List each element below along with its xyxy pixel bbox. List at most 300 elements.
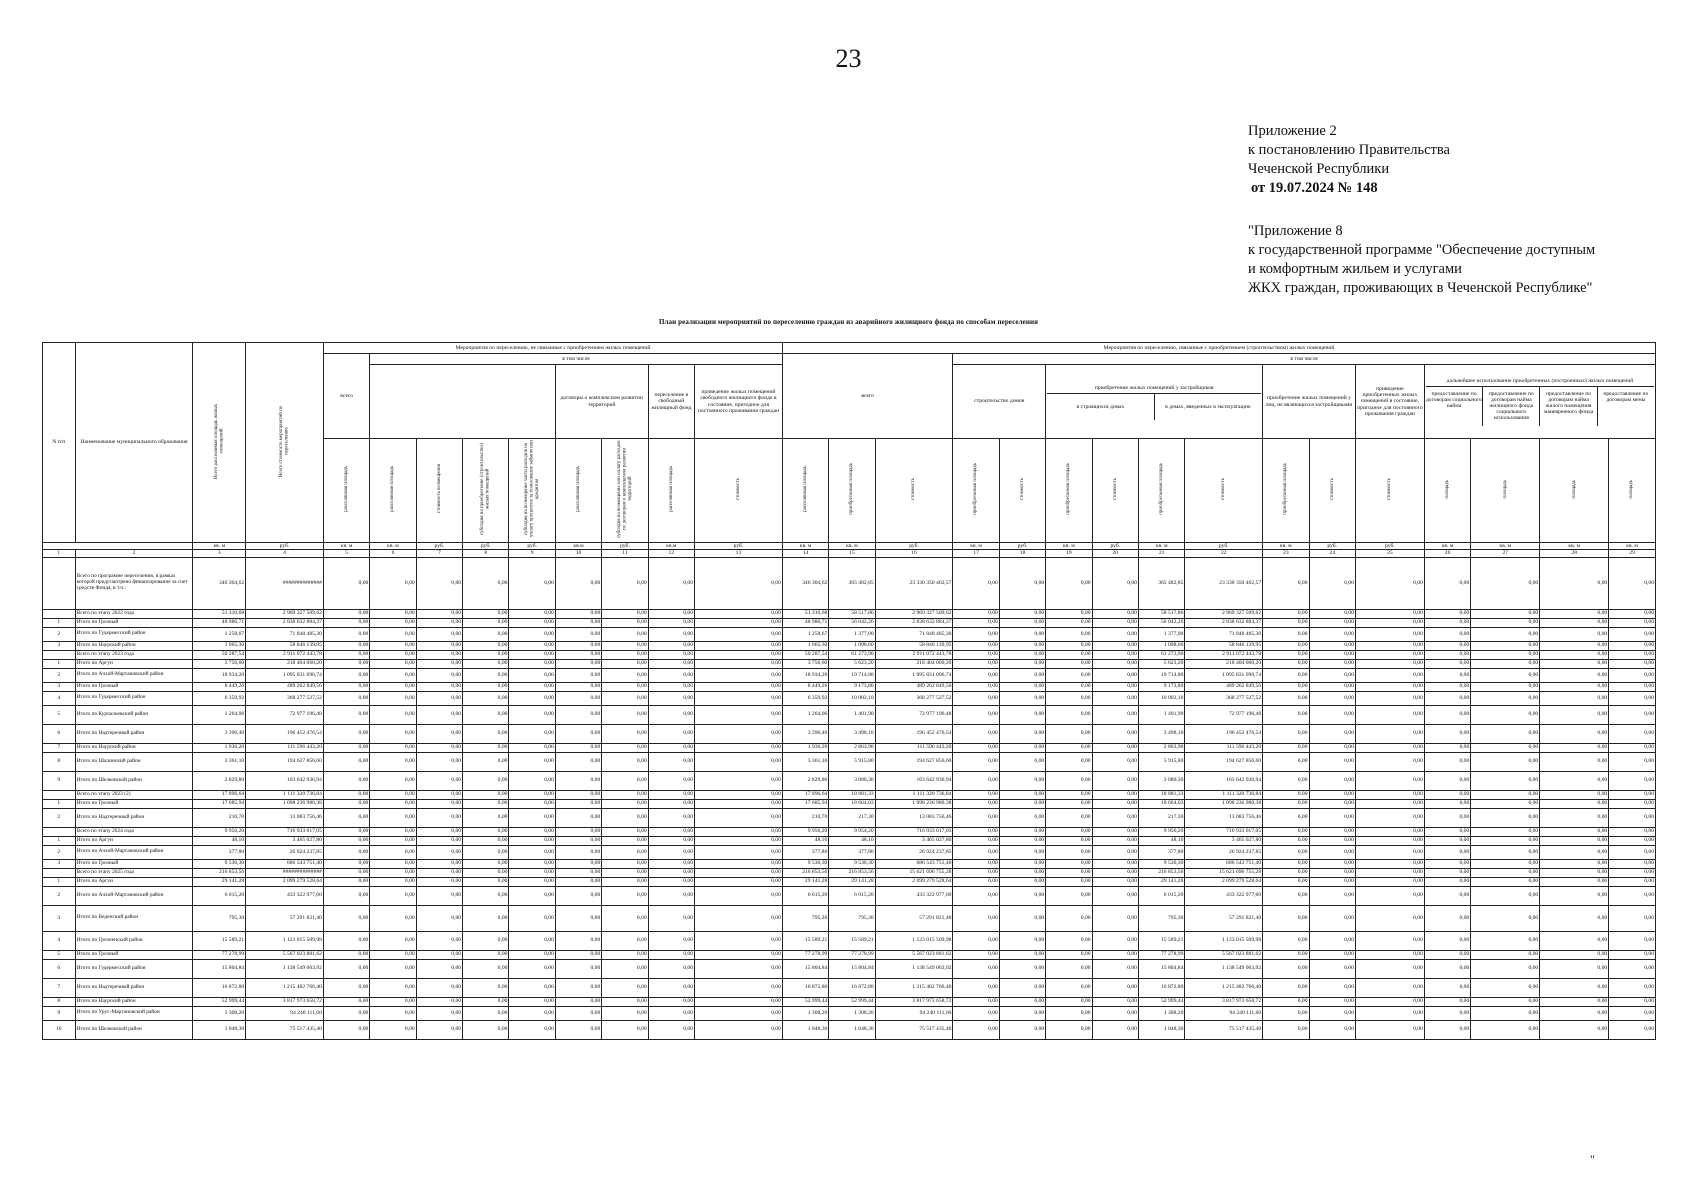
value-cell: 0,00 — [555, 905, 601, 931]
value-cell: 0,00 — [602, 618, 648, 627]
row-number — [43, 827, 76, 836]
value-cell: 0,00 — [1424, 790, 1470, 799]
value-cell: 0,00 — [370, 668, 416, 682]
value-cell: 0,00 — [416, 959, 462, 978]
column-number: 25 — [1355, 550, 1424, 558]
value-cell: 0,00 — [999, 886, 1045, 905]
value-cell: 18 664,03 — [829, 799, 875, 808]
value-cell: 0,00 — [1309, 691, 1355, 705]
value-cell: 0,00 — [1471, 959, 1540, 978]
value-cell: 77 278,99 — [1138, 950, 1184, 959]
value-cell: 0,00 — [695, 743, 783, 752]
value-cell: 0,00 — [1609, 845, 1656, 859]
value-cell: 0,00 — [953, 618, 999, 627]
value-cell: 0,00 — [509, 808, 555, 827]
value-cell: 194 627 856,60 — [875, 752, 953, 771]
value-cell: 1 065,30 — [193, 641, 246, 650]
value-cell: 0,00 — [1263, 650, 1309, 659]
value-cell: 5 567 023 881,62 — [246, 950, 324, 959]
value-cell: 0,00 — [1609, 827, 1656, 836]
value-cell: 216 853,56 — [782, 868, 828, 877]
value-cell: 0,00 — [1424, 931, 1470, 950]
row-number: 2 — [43, 845, 76, 859]
value-cell: 0,00 — [602, 845, 648, 859]
value-cell: 0,00 — [416, 859, 462, 868]
value-cell: 0,00 — [953, 641, 999, 650]
value-cell: 0,00 — [1092, 808, 1138, 827]
value-cell: 0,00 — [1046, 845, 1092, 859]
unit-cell: кв. м — [1263, 542, 1309, 550]
value-cell: 377,80 — [193, 845, 246, 859]
value-cell: 0,00 — [999, 790, 1045, 799]
value-cell: 0,00 — [555, 931, 601, 950]
value-cell: 0,00 — [1263, 845, 1309, 859]
value-cell: 52 999,44 — [782, 997, 828, 1006]
subheader-cell: приобретаемая площадь — [1263, 439, 1309, 543]
value-cell: 19 714,80 — [829, 668, 875, 682]
header-contracts: договоры о комплексном развитии территорий — [555, 365, 648, 439]
value-cell: 0,00 — [1540, 886, 1609, 905]
value-cell: 0,00 — [509, 868, 555, 877]
value-cell: 0,00 — [1046, 931, 1092, 950]
value-cell: 0,00 — [370, 931, 416, 950]
value-cell: 17 896,64 — [782, 790, 828, 799]
value-cell: 0,00 — [1355, 668, 1424, 682]
value-cell: 0,00 — [1355, 705, 1424, 724]
value-cell: 0,00 — [953, 868, 999, 877]
value-cell: 0,00 — [370, 752, 416, 771]
value-cell: 0,00 — [1309, 557, 1355, 609]
value-cell: 0,00 — [463, 743, 509, 752]
value-cell: 0,00 — [1309, 886, 1355, 905]
value-cell: 1 098 236 980,38 — [875, 799, 953, 808]
value-cell: 0,00 — [370, 627, 416, 641]
row-number: 1 — [43, 877, 76, 886]
table-row — [43, 845, 1656, 859]
value-cell: 0,00 — [416, 682, 462, 691]
municipality-name: Итого по Урус-Мартановский район — [75, 1006, 193, 1020]
value-cell: 0,00 — [602, 931, 648, 950]
value-cell: 377,80 — [1138, 845, 1184, 859]
value-cell: 0,00 — [1355, 1006, 1424, 1020]
value-cell: ############## — [246, 868, 324, 877]
value-cell: 0,00 — [1609, 650, 1656, 659]
table-row — [43, 743, 1656, 752]
value-cell: 716 933 017,05 — [246, 827, 324, 836]
municipality-name: Всего по этапу 2022 года — [75, 609, 193, 618]
value-cell: 0,00 — [1046, 997, 1092, 1006]
value-cell: 0,00 — [463, 557, 509, 609]
value-cell: 0,00 — [370, 886, 416, 905]
value-cell: 0,00 — [695, 650, 783, 659]
municipality-name: Итого по Наурский район — [75, 997, 193, 1006]
value-cell: 368 277 527,52 — [875, 691, 953, 705]
value-cell: 0,00 — [1355, 931, 1424, 950]
value-cell: 2 863,90 — [1138, 743, 1184, 752]
value-cell: 0,00 — [999, 743, 1045, 752]
row-number — [43, 650, 76, 659]
unit-cell: руб. — [999, 542, 1045, 550]
value-cell: 0,00 — [416, 997, 462, 1006]
value-cell: 0,00 — [555, 997, 601, 1006]
value-cell: 0,00 — [555, 799, 601, 808]
value-cell: 26 924 237,85 — [875, 845, 953, 859]
value-cell: 48 986,71 — [193, 618, 246, 627]
value-cell: 0,00 — [1046, 659, 1092, 668]
value-cell: 0,00 — [1540, 609, 1609, 618]
value-cell: 0,00 — [1471, 743, 1540, 752]
value-cell: 18 664,03 — [1138, 799, 1184, 808]
value-cell: 0,00 — [999, 859, 1045, 868]
municipality-name: Всего по этапу 2025 года — [75, 868, 193, 877]
value-cell: 0,00 — [1540, 659, 1609, 668]
value-cell: 0,00 — [1263, 859, 1309, 868]
value-cell: 0,00 — [555, 1020, 601, 1039]
row-number: 10 — [43, 1020, 76, 1039]
municipality-name: Итого по Грозный — [75, 682, 193, 691]
value-cell: 0,00 — [1609, 743, 1656, 752]
value-cell: 0,00 — [648, 557, 694, 609]
value-cell: 0,00 — [416, 705, 462, 724]
value-cell: 0,00 — [463, 668, 509, 682]
value-cell: 0,00 — [1309, 650, 1355, 659]
value-cell: 15 804,84 — [829, 959, 875, 978]
value-cell: 0,00 — [1092, 886, 1138, 905]
value-cell: 1 095 831 096,74 — [1185, 668, 1263, 682]
row-number: 7 — [43, 978, 76, 997]
value-cell: 0,00 — [509, 650, 555, 659]
value-cell: 0,00 — [1424, 627, 1470, 641]
value-cell: 0,00 — [416, 609, 462, 618]
value-cell: 0,00 — [1309, 827, 1355, 836]
value-cell: 0,00 — [648, 705, 694, 724]
value-cell: 0,00 — [323, 827, 369, 836]
value-cell: 0,00 — [1355, 743, 1424, 752]
value-cell: 0,00 — [953, 1020, 999, 1039]
value-cell: 0,00 — [1540, 743, 1609, 752]
column-number: 28 — [1540, 550, 1609, 558]
value-cell: 1 936,20 — [782, 743, 828, 752]
subheader-cell: площадь — [1471, 439, 1540, 543]
value-cell: 0,00 — [1046, 950, 1092, 959]
header-municipality: Наименование муниципального образования — [75, 343, 193, 543]
value-cell: 0,00 — [953, 845, 999, 859]
table-row — [43, 931, 1656, 950]
value-cell: 0,00 — [953, 905, 999, 931]
value-cell: 0,00 — [999, 691, 1045, 705]
value-cell: 0,00 — [1609, 877, 1656, 886]
subheader-cell: расселяемая площадь — [370, 439, 416, 543]
value-cell: 0,00 — [695, 827, 783, 836]
value-cell: 0,00 — [1540, 868, 1609, 877]
value-cell: 0,00 — [602, 997, 648, 1006]
column-number: 6 — [370, 550, 416, 558]
value-cell: 489 262 849,56 — [246, 682, 324, 691]
value-cell: 26 924 237,85 — [1185, 845, 1263, 859]
value-cell: 0,00 — [1609, 836, 1656, 845]
value-cell: 0,00 — [1309, 752, 1355, 771]
value-cell: 0,00 — [1092, 752, 1138, 771]
row-number: 2 — [43, 668, 76, 682]
value-cell: 0,00 — [1092, 859, 1138, 868]
value-cell: 0,00 — [1471, 691, 1540, 705]
value-cell: 0,00 — [648, 724, 694, 743]
value-cell: 0,00 — [1609, 799, 1656, 808]
value-cell: 0,00 — [648, 959, 694, 978]
row-number — [43, 868, 76, 877]
subheader-cell: площадь — [1609, 439, 1656, 543]
value-cell: 8 449,26 — [193, 682, 246, 691]
municipality-name: Итого по Шалинский район — [75, 752, 193, 771]
table-row — [43, 1006, 1656, 1020]
value-cell: 5 623,20 — [829, 659, 875, 668]
value-cell: 210,70 — [193, 808, 246, 827]
value-cell: 0,00 — [463, 905, 509, 931]
column-number: 10 — [555, 550, 601, 558]
value-cell: 0,00 — [1355, 1020, 1424, 1039]
value-cell: 0,00 — [555, 743, 601, 752]
value-cell: 0,00 — [463, 790, 509, 799]
value-cell: 0,00 — [323, 845, 369, 859]
value-cell: 0,00 — [509, 799, 555, 808]
value-cell: 1 095 831 096,74 — [246, 668, 324, 682]
value-cell: 1 308,20 — [782, 1006, 828, 1020]
value-cell: 0,00 — [953, 950, 999, 959]
value-cell: 61 273,90 — [829, 650, 875, 659]
value-cell: 29 141,28 — [1138, 877, 1184, 886]
unit-cell: кв. м — [782, 542, 828, 550]
value-cell: 0,00 — [953, 799, 999, 808]
value-cell: 111 596 443,20 — [875, 743, 953, 752]
value-cell: 94 240 111,60 — [875, 1006, 953, 1020]
unit-cell: руб. — [1309, 542, 1355, 550]
value-cell: 3 465 027,80 — [246, 836, 324, 845]
value-cell: 0,00 — [370, 682, 416, 691]
value-cell: 0,00 — [695, 618, 783, 627]
value-cell: 18 934,20 — [193, 668, 246, 682]
value-cell: 0,00 — [1424, 650, 1470, 659]
value-cell: 0,00 — [1355, 959, 1424, 978]
value-cell: 0,00 — [416, 799, 462, 808]
subheader-cell: расселяемая площадь — [782, 439, 828, 543]
value-cell: 0,00 — [953, 836, 999, 845]
value-cell: 0,00 — [370, 877, 416, 886]
value-cell: 0,00 — [323, 836, 369, 845]
value-cell: 0,00 — [1540, 997, 1609, 1006]
value-cell: 0,00 — [416, 790, 462, 799]
value-cell: 0,00 — [1424, 799, 1470, 808]
value-cell: 0,00 — [1540, 724, 1609, 743]
value-cell: 0,00 — [370, 836, 416, 845]
value-cell: 210,70 — [782, 808, 828, 827]
value-cell: 0,00 — [370, 1006, 416, 1020]
value-cell: 15 589,21 — [193, 931, 246, 950]
value-cell: 0,00 — [370, 997, 416, 1006]
value-cell: 0,00 — [648, 691, 694, 705]
value-cell: 0,00 — [602, 557, 648, 609]
value-cell: 0,00 — [463, 799, 509, 808]
value-cell: 0,00 — [1355, 659, 1424, 668]
value-cell: 0,00 — [1355, 724, 1424, 743]
value-cell: 48,10 — [829, 836, 875, 845]
value-cell: 71 848 485,30 — [875, 627, 953, 641]
value-cell: 0,00 — [953, 752, 999, 771]
table-row — [43, 868, 1656, 877]
value-cell: 6 015,20 — [829, 886, 875, 905]
table-row — [43, 659, 1656, 668]
municipality-name: Итого по Шелковской район — [75, 1020, 193, 1039]
value-cell: 0,00 — [1609, 682, 1656, 691]
value-cell: 216 853,56 — [193, 868, 246, 877]
value-cell: 0,00 — [1263, 790, 1309, 799]
value-cell: 0,00 — [323, 931, 369, 950]
unit-cell: руб. — [695, 542, 783, 550]
unit-cell: кв.м — [555, 542, 601, 550]
municipality-name: Итого по Шелковской район — [75, 771, 193, 790]
value-cell: 346 304,62 — [193, 557, 246, 609]
value-cell: 1 215 482 766,40 — [875, 978, 953, 997]
value-cell: 77 278,99 — [829, 950, 875, 959]
table-row — [43, 668, 1656, 682]
value-cell: 3 465 027,80 — [1185, 836, 1263, 845]
value-cell: 0,00 — [648, 609, 694, 618]
column-number: 27 — [1471, 550, 1540, 558]
value-cell: 0,00 — [1309, 705, 1355, 724]
subheader-cell: стоимость — [1092, 439, 1138, 543]
value-cell: 2 838 632 884,37 — [875, 618, 953, 627]
value-cell: 0,00 — [1309, 641, 1355, 650]
value-cell: 0,00 — [323, 650, 369, 659]
value-cell: 9 530,30 — [1138, 859, 1184, 868]
value-cell: 29 141,28 — [829, 877, 875, 886]
value-cell: 0,00 — [999, 724, 1045, 743]
value-cell: 0,00 — [602, 743, 648, 752]
table-row — [43, 691, 1656, 705]
value-cell: 0,00 — [555, 752, 601, 771]
value-cell: 0,00 — [1263, 771, 1309, 790]
value-cell: 13 083 756,46 — [246, 808, 324, 827]
value-cell: 0,00 — [1424, 808, 1470, 827]
subheader-cell: стоимость — [695, 439, 783, 543]
value-cell: 0,00 — [1540, 1006, 1609, 1020]
value-cell: 75 517 435,40 — [246, 1020, 324, 1039]
value-cell: 0,00 — [1540, 771, 1609, 790]
value-cell: 0,00 — [1263, 886, 1309, 905]
value-cell: 0,00 — [1263, 808, 1309, 827]
value-cell: 0,00 — [695, 1006, 783, 1020]
value-cell: 0,00 — [1540, 557, 1609, 609]
table-row — [43, 877, 1656, 886]
value-cell: 0,00 — [1309, 808, 1355, 827]
value-cell: 0,00 — [555, 618, 601, 627]
value-cell: 0,00 — [1424, 868, 1470, 877]
value-cell: 0,00 — [602, 950, 648, 959]
value-cell: 48 986,71 — [782, 618, 828, 627]
value-cell: 0,00 — [1471, 790, 1540, 799]
value-cell: 0,00 — [1471, 868, 1540, 877]
column-number: 19 — [1046, 550, 1092, 558]
value-cell: 0,00 — [555, 868, 601, 877]
value-cell: 0,00 — [555, 950, 601, 959]
value-cell: 48,10 — [1138, 836, 1184, 845]
value-cell: 0,00 — [1092, 877, 1138, 886]
value-cell: 16 872,80 — [1138, 978, 1184, 997]
value-cell: 5 567 023 881,62 — [1185, 950, 1263, 959]
value-cell: 0,00 — [1609, 724, 1656, 743]
value-cell: 5 915,80 — [829, 752, 875, 771]
value-cell: 0,00 — [695, 877, 783, 886]
value-cell: 0,00 — [602, 659, 648, 668]
value-cell: 0,00 — [999, 618, 1045, 627]
value-cell: 0,00 — [999, 771, 1045, 790]
value-cell: 0,00 — [648, 859, 694, 868]
value-cell: 0,00 — [953, 886, 999, 905]
subheader-cell: расселяемая площадь — [648, 439, 694, 543]
value-cell: 58 846 139,95 — [1185, 641, 1263, 650]
value-cell: 0,00 — [1471, 1006, 1540, 1020]
row-number: 5 — [43, 705, 76, 724]
value-cell: 0,00 — [509, 618, 555, 627]
value-cell: 0,00 — [1309, 799, 1355, 808]
value-cell: 0,00 — [323, 997, 369, 1006]
column-number: 2 — [75, 550, 193, 558]
value-cell: 0,00 — [463, 682, 509, 691]
subheader-cell: площадь — [1424, 439, 1470, 543]
value-cell: 0,00 — [370, 650, 416, 659]
value-cell: 0,00 — [463, 618, 509, 627]
value-cell: 0,00 — [1471, 705, 1540, 724]
value-cell: 0,00 — [1471, 931, 1540, 950]
row-number: 6 — [43, 724, 76, 743]
value-cell: 0,00 — [463, 659, 509, 668]
value-cell: 0,00 — [1424, 905, 1470, 931]
value-cell: 29 141,28 — [193, 877, 246, 886]
header-total-area: Всего расселяемая площадь жилых помещений — [193, 343, 246, 543]
value-cell: 0,00 — [602, 959, 648, 978]
value-cell: 0,00 — [323, 1020, 369, 1039]
value-cell: 0,00 — [1309, 1020, 1355, 1039]
value-cell: 0,00 — [1046, 799, 1092, 808]
value-cell: 0,00 — [416, 668, 462, 682]
value-cell: 0,00 — [1263, 659, 1309, 668]
value-cell: 0,00 — [1540, 905, 1609, 931]
subheader-cell: стоимость — [875, 439, 953, 543]
value-cell: 0,00 — [1609, 752, 1656, 771]
municipality-name: Итого по Гудермесский район — [75, 959, 193, 978]
value-cell: 0,00 — [323, 868, 369, 877]
value-cell: 0,00 — [648, 799, 694, 808]
value-cell: 0,00 — [1424, 950, 1470, 959]
value-cell: 0,00 — [1263, 997, 1309, 1006]
column-number: 22 — [1185, 550, 1263, 558]
value-cell: 196 452 476,54 — [246, 724, 324, 743]
value-cell: 0,00 — [323, 771, 369, 790]
value-cell: 0,00 — [1263, 705, 1309, 724]
value-cell: 0,00 — [555, 659, 601, 668]
unit-cell: руб. — [246, 542, 324, 550]
subheader-cell: субсидия на возмещение части расходов на уплату процентов за пользование займом или кредитом — [509, 439, 555, 543]
value-cell: 1 098,60 — [829, 641, 875, 650]
value-cell: 0,00 — [1263, 682, 1309, 691]
municipality-name: Итого по Аргун — [75, 877, 193, 886]
value-cell: 0,00 — [1609, 627, 1656, 641]
value-cell: 0,00 — [370, 868, 416, 877]
value-cell: 0,00 — [1471, 827, 1540, 836]
value-cell: 0,00 — [695, 724, 783, 743]
value-cell: 17 685,94 — [193, 799, 246, 808]
value-cell: 0,00 — [602, 868, 648, 877]
unit-cell: кв. м — [323, 542, 369, 550]
